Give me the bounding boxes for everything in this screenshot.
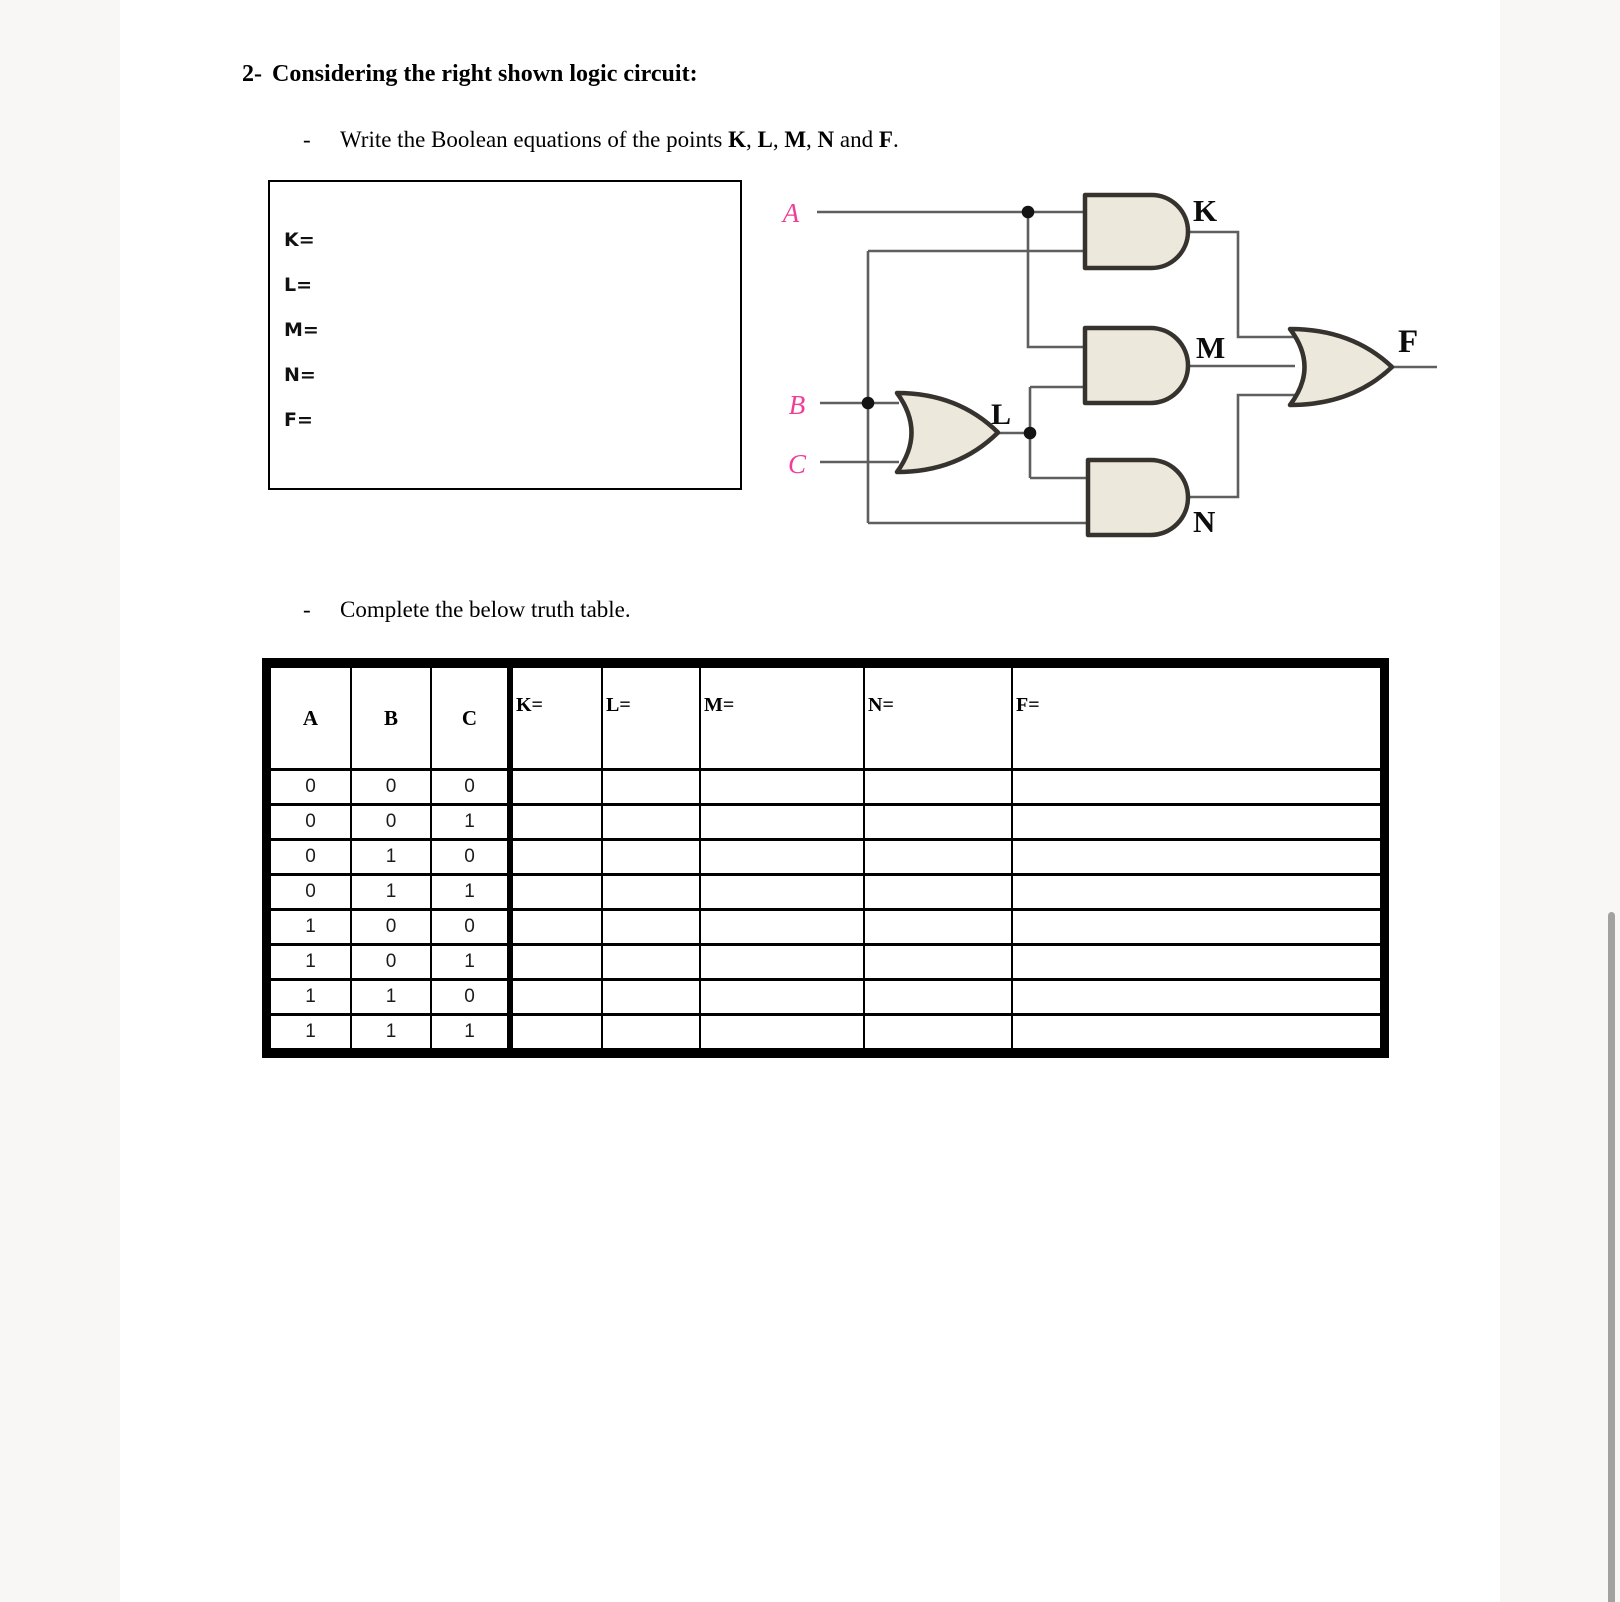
input-label-c: C: [787, 449, 807, 479]
equation-label-f: F=: [284, 409, 313, 431]
cell-c: 1: [431, 1015, 510, 1050]
cell-k-blank: [510, 875, 602, 910]
cell-k-blank: [510, 805, 602, 840]
column-header-f: F=: [1012, 667, 1381, 770]
cell-m-blank: [700, 945, 864, 980]
cell-m-blank: [700, 875, 864, 910]
bullet-text: Write the Boolean equations of the points K, L, M, N and F.: [340, 127, 899, 152]
cell-c: 0: [431, 840, 510, 875]
truth-table-row: [270, 910, 1381, 945]
cell-a: 1: [270, 1015, 351, 1050]
wire-a-to-m: [1028, 212, 1087, 347]
cell-n-blank: [864, 875, 1012, 910]
cell-b: 0: [351, 805, 431, 840]
cell-n-blank: [864, 945, 1012, 980]
column-header-c: C: [431, 667, 510, 770]
column-header-b: B: [351, 667, 431, 770]
truth-table-row: [270, 1015, 1381, 1050]
cell-n-blank: [864, 805, 1012, 840]
cell-n-blank: [864, 840, 1012, 875]
question-number: 2-: [242, 61, 262, 87]
gate-label-f: F: [1398, 324, 1419, 360]
cell-f-blank: [1012, 980, 1381, 1015]
input-label-a: A: [782, 198, 800, 228]
gate-label-m: M: [1196, 330, 1226, 365]
cell-m-blank: [700, 770, 864, 805]
bullet-write-equations: [303, 127, 899, 153]
cell-f-blank: [1012, 875, 1381, 910]
column-header-m: M=: [700, 667, 864, 770]
cell-b: 0: [351, 945, 431, 980]
cell-b: 1: [351, 980, 431, 1015]
truth-table: [262, 658, 1389, 1058]
input-label-b: B: [788, 390, 806, 420]
column-header-a: A: [270, 667, 351, 770]
cell-c: 0: [431, 980, 510, 1015]
cell-l-blank: [602, 1015, 700, 1050]
truth-table-row: [270, 840, 1381, 875]
truth-table-header-row: [270, 667, 1381, 770]
cell-n-blank: [864, 770, 1012, 805]
bullet-text: Complete the below truth table.: [340, 597, 631, 622]
cell-m-blank: [700, 980, 864, 1015]
cell-a: 0: [270, 770, 351, 805]
cell-l-blank: [602, 875, 700, 910]
gates: [897, 195, 1392, 535]
equations-answer-box: [268, 180, 742, 490]
cell-m-blank: [700, 1015, 864, 1050]
cell-c: 0: [431, 770, 510, 805]
vertical-scrollbar-thumb[interactable]: [1608, 912, 1615, 1602]
or-gate-l: [897, 393, 998, 472]
cell-k-blank: [510, 910, 602, 945]
cell-c: 1: [431, 945, 510, 980]
cell-l-blank: [602, 910, 700, 945]
equation-label-m: M=: [284, 319, 319, 341]
gate-label-k: K: [1193, 193, 1218, 228]
junction-dot-b: [862, 397, 875, 410]
cell-a: 1: [270, 910, 351, 945]
cell-b: 0: [351, 770, 431, 805]
cell-a: 0: [270, 805, 351, 840]
cell-c: 1: [431, 805, 510, 840]
bullet-dash: -: [303, 597, 311, 622]
cell-b: 1: [351, 1015, 431, 1050]
cell-a: 0: [270, 875, 351, 910]
wire-k-to-f: [1188, 232, 1295, 337]
question-heading-text: Considering the right shown logic circuit:: [272, 61, 698, 87]
cell-c: 1: [431, 875, 510, 910]
question-heading: [242, 61, 698, 88]
cell-l-blank: [602, 945, 700, 980]
cell-m-blank: [700, 840, 864, 875]
cell-f-blank: [1012, 805, 1381, 840]
or-gate-f: [1290, 329, 1392, 405]
cell-k-blank: [510, 945, 602, 980]
gate-label-l: L: [991, 398, 1012, 431]
cell-c: 0: [431, 910, 510, 945]
column-header-l: L=: [602, 667, 700, 770]
equation-label-l: L=: [284, 274, 313, 296]
junction-dot-a: [1022, 206, 1035, 219]
column-header-n: N=: [864, 667, 1012, 770]
bullet-complete-table: [303, 597, 631, 623]
cell-n-blank: [864, 1015, 1012, 1050]
junction-dot-l: [1024, 427, 1037, 440]
cell-l-blank: [602, 840, 700, 875]
cell-n-blank: [864, 910, 1012, 945]
cell-b: 1: [351, 840, 431, 875]
column-header-k: K=: [510, 667, 602, 770]
truth-table-row: [270, 980, 1381, 1015]
cell-l-blank: [602, 805, 700, 840]
cell-f-blank: [1012, 840, 1381, 875]
cell-l-blank: [602, 770, 700, 805]
logic-circuit-diagram: [760, 180, 1500, 560]
cell-m-blank: [700, 805, 864, 840]
wire-n-to-f: [1188, 395, 1295, 497]
cell-n-blank: [864, 980, 1012, 1015]
cell-a: 1: [270, 945, 351, 980]
cell-k-blank: [510, 980, 602, 1015]
cell-l-blank: [602, 980, 700, 1015]
cell-k-blank: [510, 1015, 602, 1050]
cell-f-blank: [1012, 770, 1381, 805]
cell-k-blank: [510, 770, 602, 805]
truth-table-row: [270, 875, 1381, 910]
cell-k-blank: [510, 840, 602, 875]
cell-f-blank: [1012, 910, 1381, 945]
cell-f-blank: [1012, 1015, 1381, 1050]
truth-table-row: [270, 945, 1381, 980]
bullet-dash: -: [303, 127, 311, 152]
and-gate-n: [1088, 460, 1188, 535]
gate-label-n: N: [1193, 504, 1216, 539]
document-page: [120, 0, 1500, 1602]
cell-f-blank: [1012, 945, 1381, 980]
truth-table-row: [270, 805, 1381, 840]
cell-b: 1: [351, 875, 431, 910]
equation-label-n: N=: [284, 364, 316, 386]
cell-a: 0: [270, 840, 351, 875]
cell-b: 0: [351, 910, 431, 945]
cell-m-blank: [700, 910, 864, 945]
equation-label-k: K=: [284, 229, 315, 251]
and-gate-k: [1085, 195, 1188, 268]
input-labels: [781, 198, 807, 479]
and-gate-m: [1085, 328, 1188, 403]
truth-table-row: [270, 770, 1381, 805]
cell-a: 1: [270, 980, 351, 1015]
